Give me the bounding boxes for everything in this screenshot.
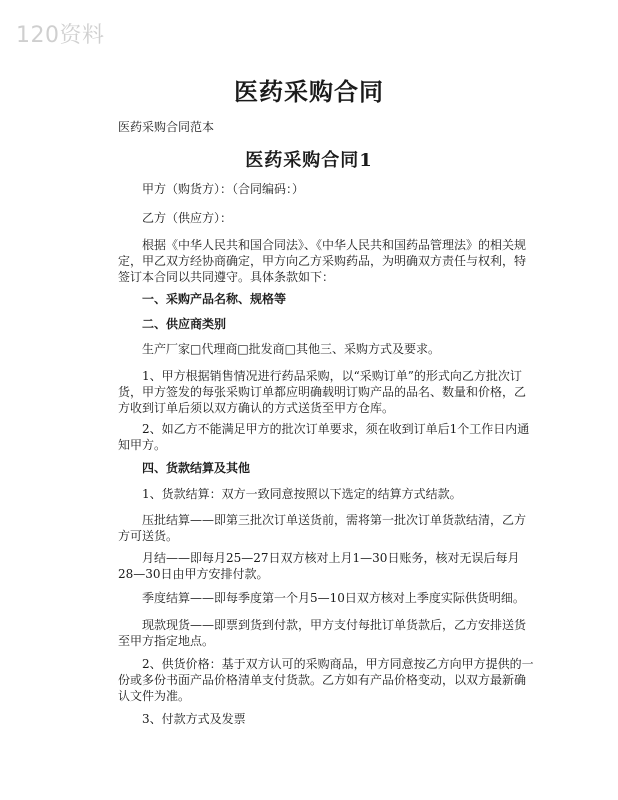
section-heading-1: 一、采购产品名称、规格等	[142, 292, 287, 306]
supplier-type-paragraph: 生产厂家□代理商□批发商□其他三、采购方式及要求。	[142, 342, 441, 356]
settlement-cash: 现款现货——即票到货到付款，甲方支付每批订单货款后，乙方安排送货至甲方指定地点。	[118, 618, 527, 648]
party-b-line: 乙方（供应方）：	[142, 211, 233, 225]
settlement-monthly: 月结——即每月25—27日双方核对上月1—30日账务，核对无误后每月28—30日由甲方安排付款。	[118, 551, 520, 581]
payment-method-heading: 3、付款方式及发票	[142, 712, 246, 726]
section-heading-2: 二、供应商类别	[142, 317, 227, 331]
settlement-batch: 压批结算——即第三批次订单送货前，需将第一批次订单货款结清，乙方方可送货。	[118, 513, 527, 543]
watermark-logo: 120资料	[16, 23, 105, 48]
order-clause-2: 2、如乙方不能满足甲方的批次订单要求，须在收到订单后1个工作日内通知甲方。	[118, 422, 530, 452]
settlement-quarterly: 季度结算——即每季度第一个月5—10日双方核对上季度实际供货明细。	[142, 591, 525, 605]
document-title: 医药采购合同	[234, 77, 384, 106]
preamble-paragraph: 根据《中华人民共和国合同法》、《中华人民共和国药品管理法》的相关规定，甲乙双方经协商确定，甲方向乙方采购药品，为明确双方责任与权利，特签订本合同以共同遵守。具体条款如下：	[118, 238, 527, 284]
section-heading-4: 四、货款结算及其他	[142, 461, 251, 475]
document-subtitle: 医药采购合同范本	[118, 120, 215, 134]
party-a-line: 甲方（购货方）：（合同编码：）	[142, 182, 305, 196]
contract-heading: 医药采购合同1	[245, 150, 373, 171]
price-clause: 2、供货价格：基于双方认可的采购商品，甲方同意按乙方向甲方提供的一份或多份书面产品价格清单支付货款。乙方如有产品价格变动，以双方最新确认文件为准。	[118, 657, 534, 703]
order-clause-1: 1、甲方根据销售情况进行药品采购，以“采购订单”的形式向乙方批次订货，甲方签发的每张采购订单都应明确载明订购产品的品名、数量和价格，乙方收到订单后须以双方确认的方式送货至甲方仓库。	[118, 369, 527, 415]
payment-clause-1: 1、货款结算：双方一致同意按照以下选定的结算方式结款。	[142, 487, 462, 501]
